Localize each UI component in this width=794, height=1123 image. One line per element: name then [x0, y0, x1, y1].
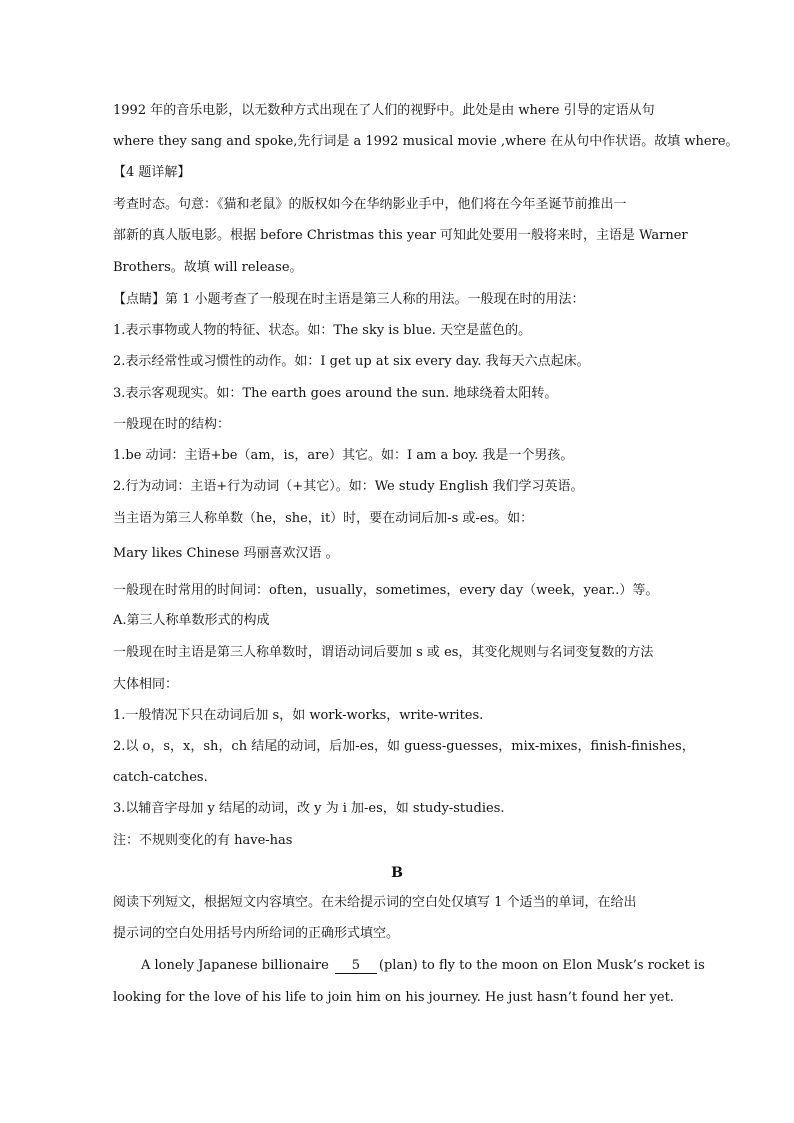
instruction-line: 提示词的空白处用括号内所给词的正确形式填空。	[113, 926, 400, 941]
answer-blank[interactable]: 5	[335, 958, 377, 974]
passage-text: A lonely Japanese billionaire	[141, 958, 333, 973]
text-line: 3.表示客观现实。如：The earth goes around the sun. 地球绕着太阳转。	[113, 386, 558, 401]
text-line: 一般现在时常用的时间词：often，usually，sometimes，every day（week，year..）等。	[113, 583, 659, 598]
text-line: 部新的真人版电影。根据 before Christmas this year 可知此处要用一般将来时，主语是 Warner	[113, 228, 688, 243]
text-line: 2.表示经常性或习惯性的动作。如：I get up at six every day. 我每天六点起床。	[113, 354, 590, 369]
text-line: 2.行为动词：主语+行为动词（+其它）。如：We study English 我们学习英语。	[113, 479, 584, 494]
text-line: 一般现在时主语是第三人称单数时，谓语动词后要加 s 或 es，其变化规则与名词变复数的方法	[113, 645, 654, 660]
text-line: 1.表示事物或人物的特征、状态。如：The sky is blue. 天空是蓝色的。	[113, 323, 532, 338]
text-line: A.第三人称单数形式的构成	[113, 613, 270, 628]
passage-line: looking for the love of his life to join him on his journey. He just hasn’t found her yet.	[113, 990, 674, 1005]
text-line: 2.以 o，s，x，sh，ch 结尾的动词，后加-es，如 guess-guesses，mix-mixes，finish-finishes，	[113, 739, 695, 754]
text-line: 1.一般情况下只在动词后加 s，如 work-works，write-writes.	[113, 708, 484, 723]
text-line: Brothers。故填 will release。	[113, 260, 303, 275]
passage-text: (plan) to fly to the moon on Elon Musk’s rocket is	[378, 958, 705, 973]
passage-line	[141, 957, 716, 975]
text-line: where they sang and spoke,先行词是 a 1992 musical movie ,where 在从句中作状语。故填 where。	[113, 134, 739, 149]
text-line: 大体相同：	[113, 677, 179, 692]
text-line: 当主语为第三人称单数（he，she，it）时，要在动词后加-s 或-es。如：	[113, 511, 534, 526]
section-heading: B	[391, 865, 403, 881]
text-line: Mary likes Chinese 玛丽喜欢汉语 。	[113, 546, 339, 561]
text-line: catch-catches.	[113, 770, 208, 785]
text-line: 一般现在时的结构：	[113, 417, 231, 432]
instruction-line: 阅读下列短文，根据短文内容填空。在未给提示词的空白处仅填写 1 个适当的单词，在给出	[113, 895, 637, 910]
text-line: 考查时态。句意：《猫和老鼠》的版权如今在华纳影业手中，他们将在今年圣诞节前推出一	[113, 197, 627, 212]
text-line: 注：不规则变化的有 have-has	[113, 833, 293, 848]
section-label-tip: 【点睛】第 1 小题考查了一般现在时主语是第三人称的用法。一般现在时的用法：	[113, 292, 585, 307]
text-line: 1992 年的音乐电影，以无数种方式出现在了人们的视野中。此处是由 where 引导的定语从句	[113, 103, 655, 118]
section-label-q4: 【4 题详解】	[113, 165, 191, 180]
text-line: 1.be 动词：主语+be（am，is，are）其它。如：I am a boy. 我是一个男孩。	[113, 448, 574, 463]
text-line: 3.以辅音字母加 y 结尾的动词，改 y 为 i 加-es，如 study-studies.	[113, 801, 505, 816]
